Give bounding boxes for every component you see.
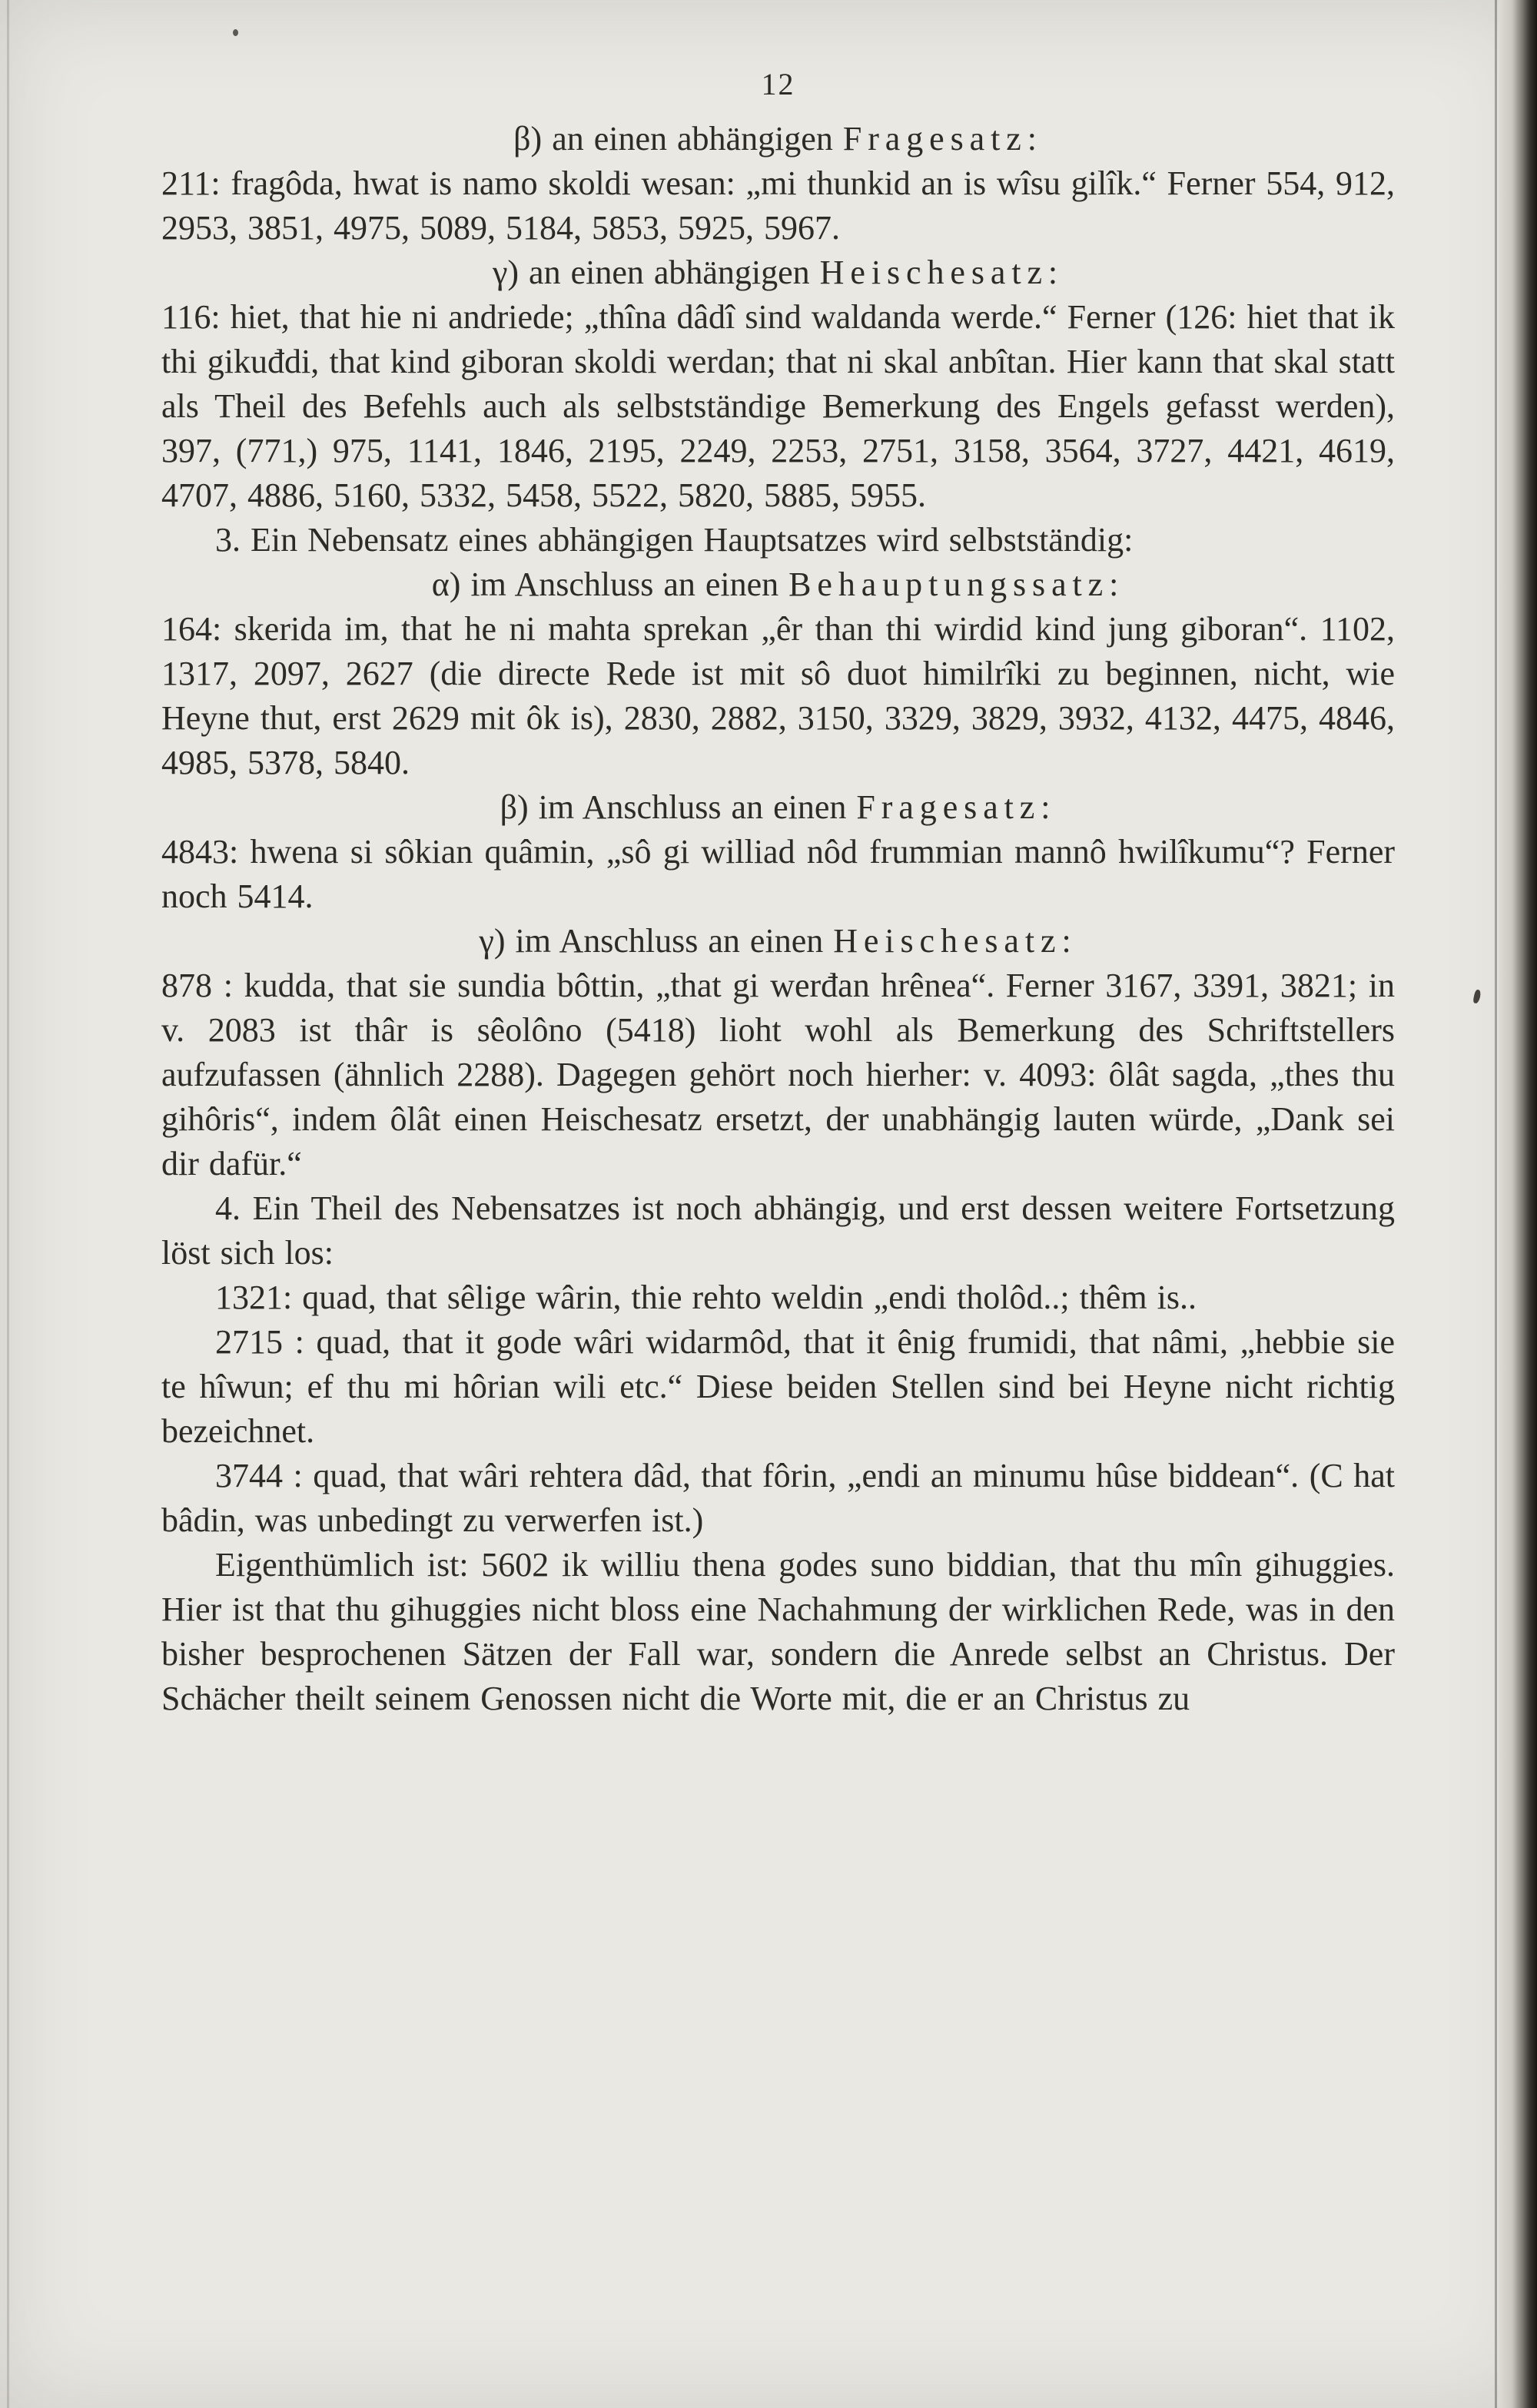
paragraph-3744: 3744 : quad, that wâri rehtera dâd, that fôrin, „endi an minumu hûse biddean“. (C hat bâdin, was unbedingt zu verwerfen ist.) — [161, 1457, 1395, 1539]
page-right-edge-line — [1495, 0, 1497, 2408]
paragraph-164: 164: skerida im, that he ni mahta sprekan „êr than thi wirdid kind jung giboran“. 1102, 1317, 2097, 2627 (die directe Rede ist mit sô duot himilrîki zu beginnen, nicht, wie Heyne thut, erst 2629 mit ôk is), 2830, 2882, 3150, 3329, 3829, 3932, 4132, 4475, 4846, 4985, 5378, 5840. — [161, 610, 1395, 781]
page-left-edge — [7, 0, 9, 2408]
paragraph-section-4: 4. Ein Theil des Nebensatzes ist noch abhängig, und erst dessen weitere Fortsetzung löst sich los: — [161, 1189, 1395, 1272]
heading-prefix: γ) an einen abhängigen — [492, 254, 820, 291]
heading-prefix: γ) im Anschluss an einen — [479, 922, 834, 960]
text-block — [161, 117, 1395, 1721]
paragraph-116: 116: hiet, that hie ni andriede; „thîna dâdî sind waldanda werde.“ Ferner (126: hiet that ik thi gikuđdi, that kind giboran skoldi werdan; that ni skal anbîtan. Hier kann that skal statt als Theil des Befehls auch als selbstständige Bemerkung des Engels gefasst werden), 397, (771,) 975, 1141, 1846, 2195, 2249, 2253, 2751, 3158, 3564, 3727, 4421, 4619, 4707, 4886, 5160, 5332, 5458, 5522, 5820, 5885, 5955. — [161, 298, 1395, 514]
heading-emphasis: Heischesatz: — [833, 922, 1077, 960]
heading-emphasis: Behauptungssatz: — [788, 566, 1125, 603]
page-number: 12 — [761, 67, 795, 101]
paragraph-2715: 2715 : quad, that it gode wâri widarmôd, that it ênig frumidi, that nâmi, „hebbie sie te hîwun; ef thu mi hôrian wili etc.“ Diese beiden Stellen sind bei Heyne nicht richtig bezeichnet. — [161, 1323, 1395, 1450]
paragraph-878: 878 : kudda, that sie sundia bôttin, „that gi werđan hrênea“. Ferner 3167, 3391, 3821; in v. 2083 ist thâr is sêolôno (5418) lioht wohl als Bemerkung des Schriftstellers aufzufassen (ähnlich 2288). Dagegen gehört noch hierher: v. 4093: ôlât sagda, „thes thu gihôris“, indem ôlât einen Heischesatz ersetzt, der unabhängig lauten würde, „Dank sei dir dafür.“ — [161, 967, 1395, 1182]
ink-speck — [233, 29, 238, 36]
heading-prefix: β) an einen abhängigen — [513, 120, 843, 158]
paragraph-eigenthuemlich: Eigenthümlich ist: 5602 ik williu thena godes suno biddian, that thu mîn gihuggies. Hier ist that thu gihuggies nicht bloss eine Nachahmung der wirklichen Rede, was in den bisher besprochenen Sätzen der Fall war, sondern die Anrede selbst an Christus. Der Schächer theilt seinem Genossen nicht die Worte mit, die er an Christus zu — [161, 1546, 1395, 1717]
paragraph-1321: 1321: quad, that sêlige wârin, thie rehto weldin „endi tholôd..; thêm is.. — [215, 1279, 1197, 1316]
ink-speck — [1472, 989, 1482, 1003]
heading-beta-fragesatz — [161, 117, 1395, 161]
heading-emphasis: Fragesatz: — [842, 120, 1043, 158]
heading-gamma-heischesatz-2 — [161, 919, 1395, 964]
heading-beta-fragesatz-2 — [161, 785, 1395, 830]
paragraph-section-3: 3. Ein Nebensatz eines abhängigen Hauptsatzes wird selbstständig: — [215, 521, 1134, 559]
book-edge-shadow — [1499, 0, 1537, 2408]
heading-emphasis: Fragesatz: — [856, 788, 1057, 826]
heading-prefix: β) im Anschluss an einen — [500, 788, 857, 826]
paragraph-4843: 4843: hwena si sôkian quâmin, „sô gi williad nôd frummian mannô hwilîkumu“? Ferner noch 5414. — [161, 833, 1395, 915]
heading-prefix: α) im Anschluss an einen — [431, 566, 789, 603]
paragraph-211: 211: fragôda, hwat is namo skoldi wesan: „mi thunkid an is wîsu gilîk.“ Ferner 554, 912, 2953, 3851, 4975, 5089, 5184, 5853, 5925, 5967. — [161, 164, 1395, 247]
heading-alpha-behauptungssatz — [161, 562, 1395, 607]
heading-emphasis: Heischesatz: — [819, 254, 1064, 291]
heading-gamma-heischesatz — [161, 250, 1395, 295]
